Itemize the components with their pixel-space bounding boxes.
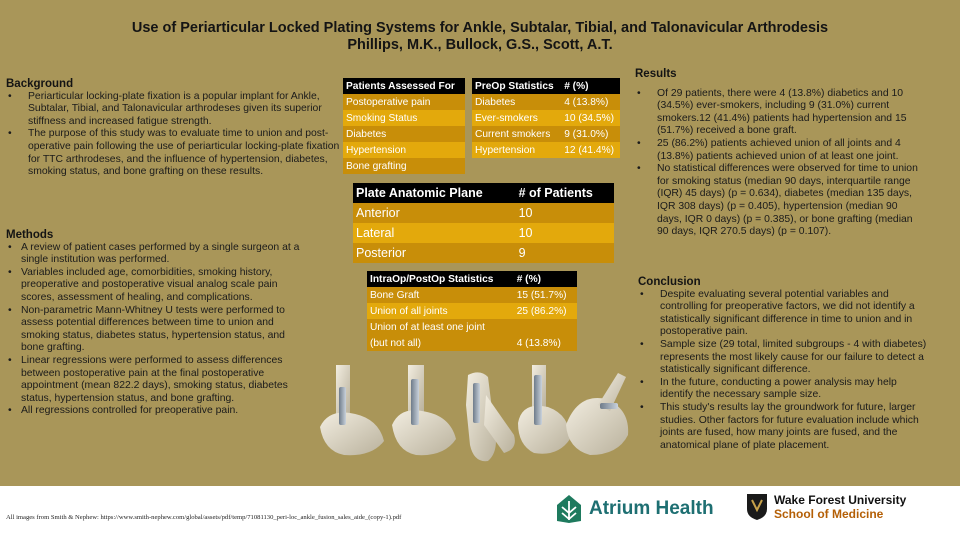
conclusion-bullet: • Sample size (29 total, limited subgroups - 4 with diabetes) represents the most likely cause for our failure to detect a statistically significant difference.	[638, 339, 928, 377]
table-row	[472, 94, 620, 110]
row-label: (but not all)	[367, 335, 514, 351]
row-label: Union of all joints	[367, 303, 514, 319]
row-label: Lateral	[353, 223, 516, 243]
methods-list	[6, 242, 306, 418]
results-section	[635, 68, 925, 239]
conclusion-section	[638, 276, 928, 452]
row-value: 25 (86.2%)	[514, 303, 577, 319]
results-bullet: • 25 (86.2%) patients achieved union of all joints and 4 (13.8%) patients achieved union of at least one joint.	[635, 138, 925, 163]
table-row	[353, 203, 614, 223]
methods-bullet: • Non-parametric Mann-Whitney U tests were performed to assess potential differences between time to union and smoking status, diabetes status, hypertension status, and bone grafting.	[6, 305, 306, 355]
methods-heading: Methods	[6, 229, 54, 241]
table-row	[353, 223, 614, 243]
table-row	[472, 126, 620, 142]
table-row	[472, 142, 620, 158]
methods-bullet: • Linear regressions were performed to assess differences between postoperative pain at the final postoperative appointment (mean 822.2 days), smoking status, diabetes status, hypertension status, and bone grafting.	[6, 355, 306, 405]
row-label: Ever-smokers	[472, 110, 561, 126]
row-value	[514, 319, 577, 335]
wake-forest-logo	[746, 493, 906, 521]
methods-bullet: • All regressions controlled for preoperative pain.	[6, 405, 306, 418]
authors-line: Phillips, M.K., Bullock, G.S., Scott, A.T.	[347, 37, 613, 53]
row-label: Posterior	[353, 243, 516, 263]
table-row	[367, 287, 577, 303]
row-label: Current smokers	[472, 126, 561, 142]
row-value: 4 (13.8%)	[514, 335, 577, 351]
table-row	[472, 110, 620, 126]
table-cell: Bone grafting	[343, 158, 465, 174]
ankle-implant-illustrations	[318, 365, 630, 465]
conclusion-list	[638, 289, 928, 453]
table-cell: Hypertension	[343, 142, 465, 158]
image-credit: All images from Smith & Nephew: https://www.smith-nephew.com/global/assets/pdf/temp/71081130_peri-loc_ankle_fusion_sales_aide_(copy-1).pdf	[6, 514, 402, 521]
wake-forest-shield-icon	[746, 493, 768, 521]
background-heading: Background	[6, 78, 74, 90]
background-bullet: • Periarticular locking-plate fixation is a popular implant for Ankle, Subtalar, Tibial, and Talonavicular arthrodeses given its superior stiffness and increased fatigue strength.	[6, 91, 344, 129]
atrium-leaf-icon	[554, 493, 584, 525]
table-row	[367, 319, 577, 335]
preop-header-value: # (%)	[561, 78, 620, 94]
row-value: 9 (31.0%)	[561, 126, 620, 142]
methods-bullet: • Variables included age, comorbidities, smoking history, preoperative and postoperative visual analog scale pain scores, assessment of healing, and complications.	[6, 267, 306, 305]
foot-illustration-4	[518, 365, 570, 454]
background-bullet: • The purpose of this study was to evaluate time to union and post-operative pain following the use of periarticular locking-plate fixation for TTC arthrodeses, and the influence of hypertension, diabetes, smoking status, and bone grafting on these results.	[6, 128, 344, 178]
atrium-health-logo	[554, 493, 714, 525]
methods-bullet: • A review of patient cases performed by a single surgeon at a single institution was performed.	[6, 242, 306, 267]
foot-illustration-3	[466, 372, 515, 461]
table-row	[353, 243, 614, 263]
patients-assessed-table	[343, 78, 465, 174]
table-cell: Postoperative pain	[343, 94, 465, 110]
row-value: 15 (51.7%)	[514, 287, 577, 303]
school-of-medicine: School of Medicine	[774, 507, 884, 521]
row-label: Hypertension	[472, 142, 561, 158]
plate-plane-table	[353, 183, 614, 263]
title-line: Use of Periarticular Locked Plating Systems for Ankle, Subtalar, Tibial, and Talonavicular Arthrodesis	[131, 20, 829, 36]
plane-header-value: # of Patients	[516, 183, 614, 203]
methods-section	[6, 229, 306, 418]
plane-header-label: Plate Anatomic Plane	[353, 183, 516, 203]
table-cell: Diabetes	[343, 126, 465, 142]
background-section	[6, 78, 344, 179]
results-bullet: • No statistical differences were observed for time to union for smoking status (median 90 days, interquartile range (IQR) 45 days) (p = 0.634), diabetes (median 135 days, IQR 308 days) (p = 0.405), hypertension (median 90 days, IQR 0 days) (p = 0.385), or bone grafting (median 90 days, IQR 270.5 days) (p = 0.107).	[635, 163, 925, 239]
background-list	[6, 91, 344, 179]
foot-illustration-2	[392, 365, 456, 455]
preop-header-label: PreOp Statistics	[472, 78, 561, 94]
table-cell: Smoking Status	[343, 110, 465, 126]
row-label: Union of at least one joint	[367, 319, 514, 335]
row-value: 10	[516, 223, 614, 243]
row-label: Bone Graft	[367, 287, 514, 303]
row-label: Diabetes	[472, 94, 561, 110]
table-row	[343, 110, 465, 126]
row-value: 9	[516, 243, 614, 263]
results-heading: Results	[635, 68, 677, 80]
conclusion-heading: Conclusion	[638, 276, 701, 288]
table-row	[367, 303, 577, 319]
wake-forest-name: Wake Forest University	[774, 493, 907, 507]
foot-illustration-1	[320, 365, 384, 455]
intraop-header-value: # (%)	[514, 271, 577, 287]
results-list	[635, 88, 925, 239]
intraop-stats-table	[367, 271, 577, 351]
conclusion-bullet: • Despite evaluating several potential variables and controlling for preoperative factors, we did not identify a statistically significant difference in time to union and in postoperative pain.	[638, 289, 928, 339]
row-value: 4 (13.8%)	[561, 94, 620, 110]
row-label: Anterior	[353, 203, 516, 223]
atrium-health-name: Atrium Health	[589, 498, 714, 519]
row-value: 10 (34.5%)	[561, 110, 620, 126]
foot-illustration-5	[566, 373, 628, 455]
intraop-header-label: IntraOp/PostOp Statistics	[367, 271, 514, 287]
table-row	[343, 126, 465, 142]
table-row	[343, 94, 465, 110]
row-value: 10	[516, 203, 614, 223]
conclusion-bullet: • In the future, conducting a power analysis may help identify the necessary sample size.	[638, 377, 928, 402]
preop-stats-table	[472, 78, 620, 158]
table-row	[367, 335, 577, 351]
table-row	[343, 142, 465, 158]
table-row	[343, 158, 465, 174]
row-value: 12 (41.4%)	[561, 142, 620, 158]
conclusion-bullet: • This study's results lay the groundwork for future, larger studies. Other factors for future evaluation include which joints are fused, how many joints are fused, and the anatomical plane of plate placement.	[638, 402, 928, 452]
poster-title	[0, 20, 960, 54]
results-bullet: • Of 29 patients, there were 4 (13.8%) diabetics and 10 (34.5%) ever-smokers, including 9 (31.0%) current smokers.12 (41.4%) patients had hypertension and 15 (51.7%) received a bone graft.	[635, 88, 925, 138]
patients-assessed-header: Patients Assessed For	[343, 78, 465, 94]
